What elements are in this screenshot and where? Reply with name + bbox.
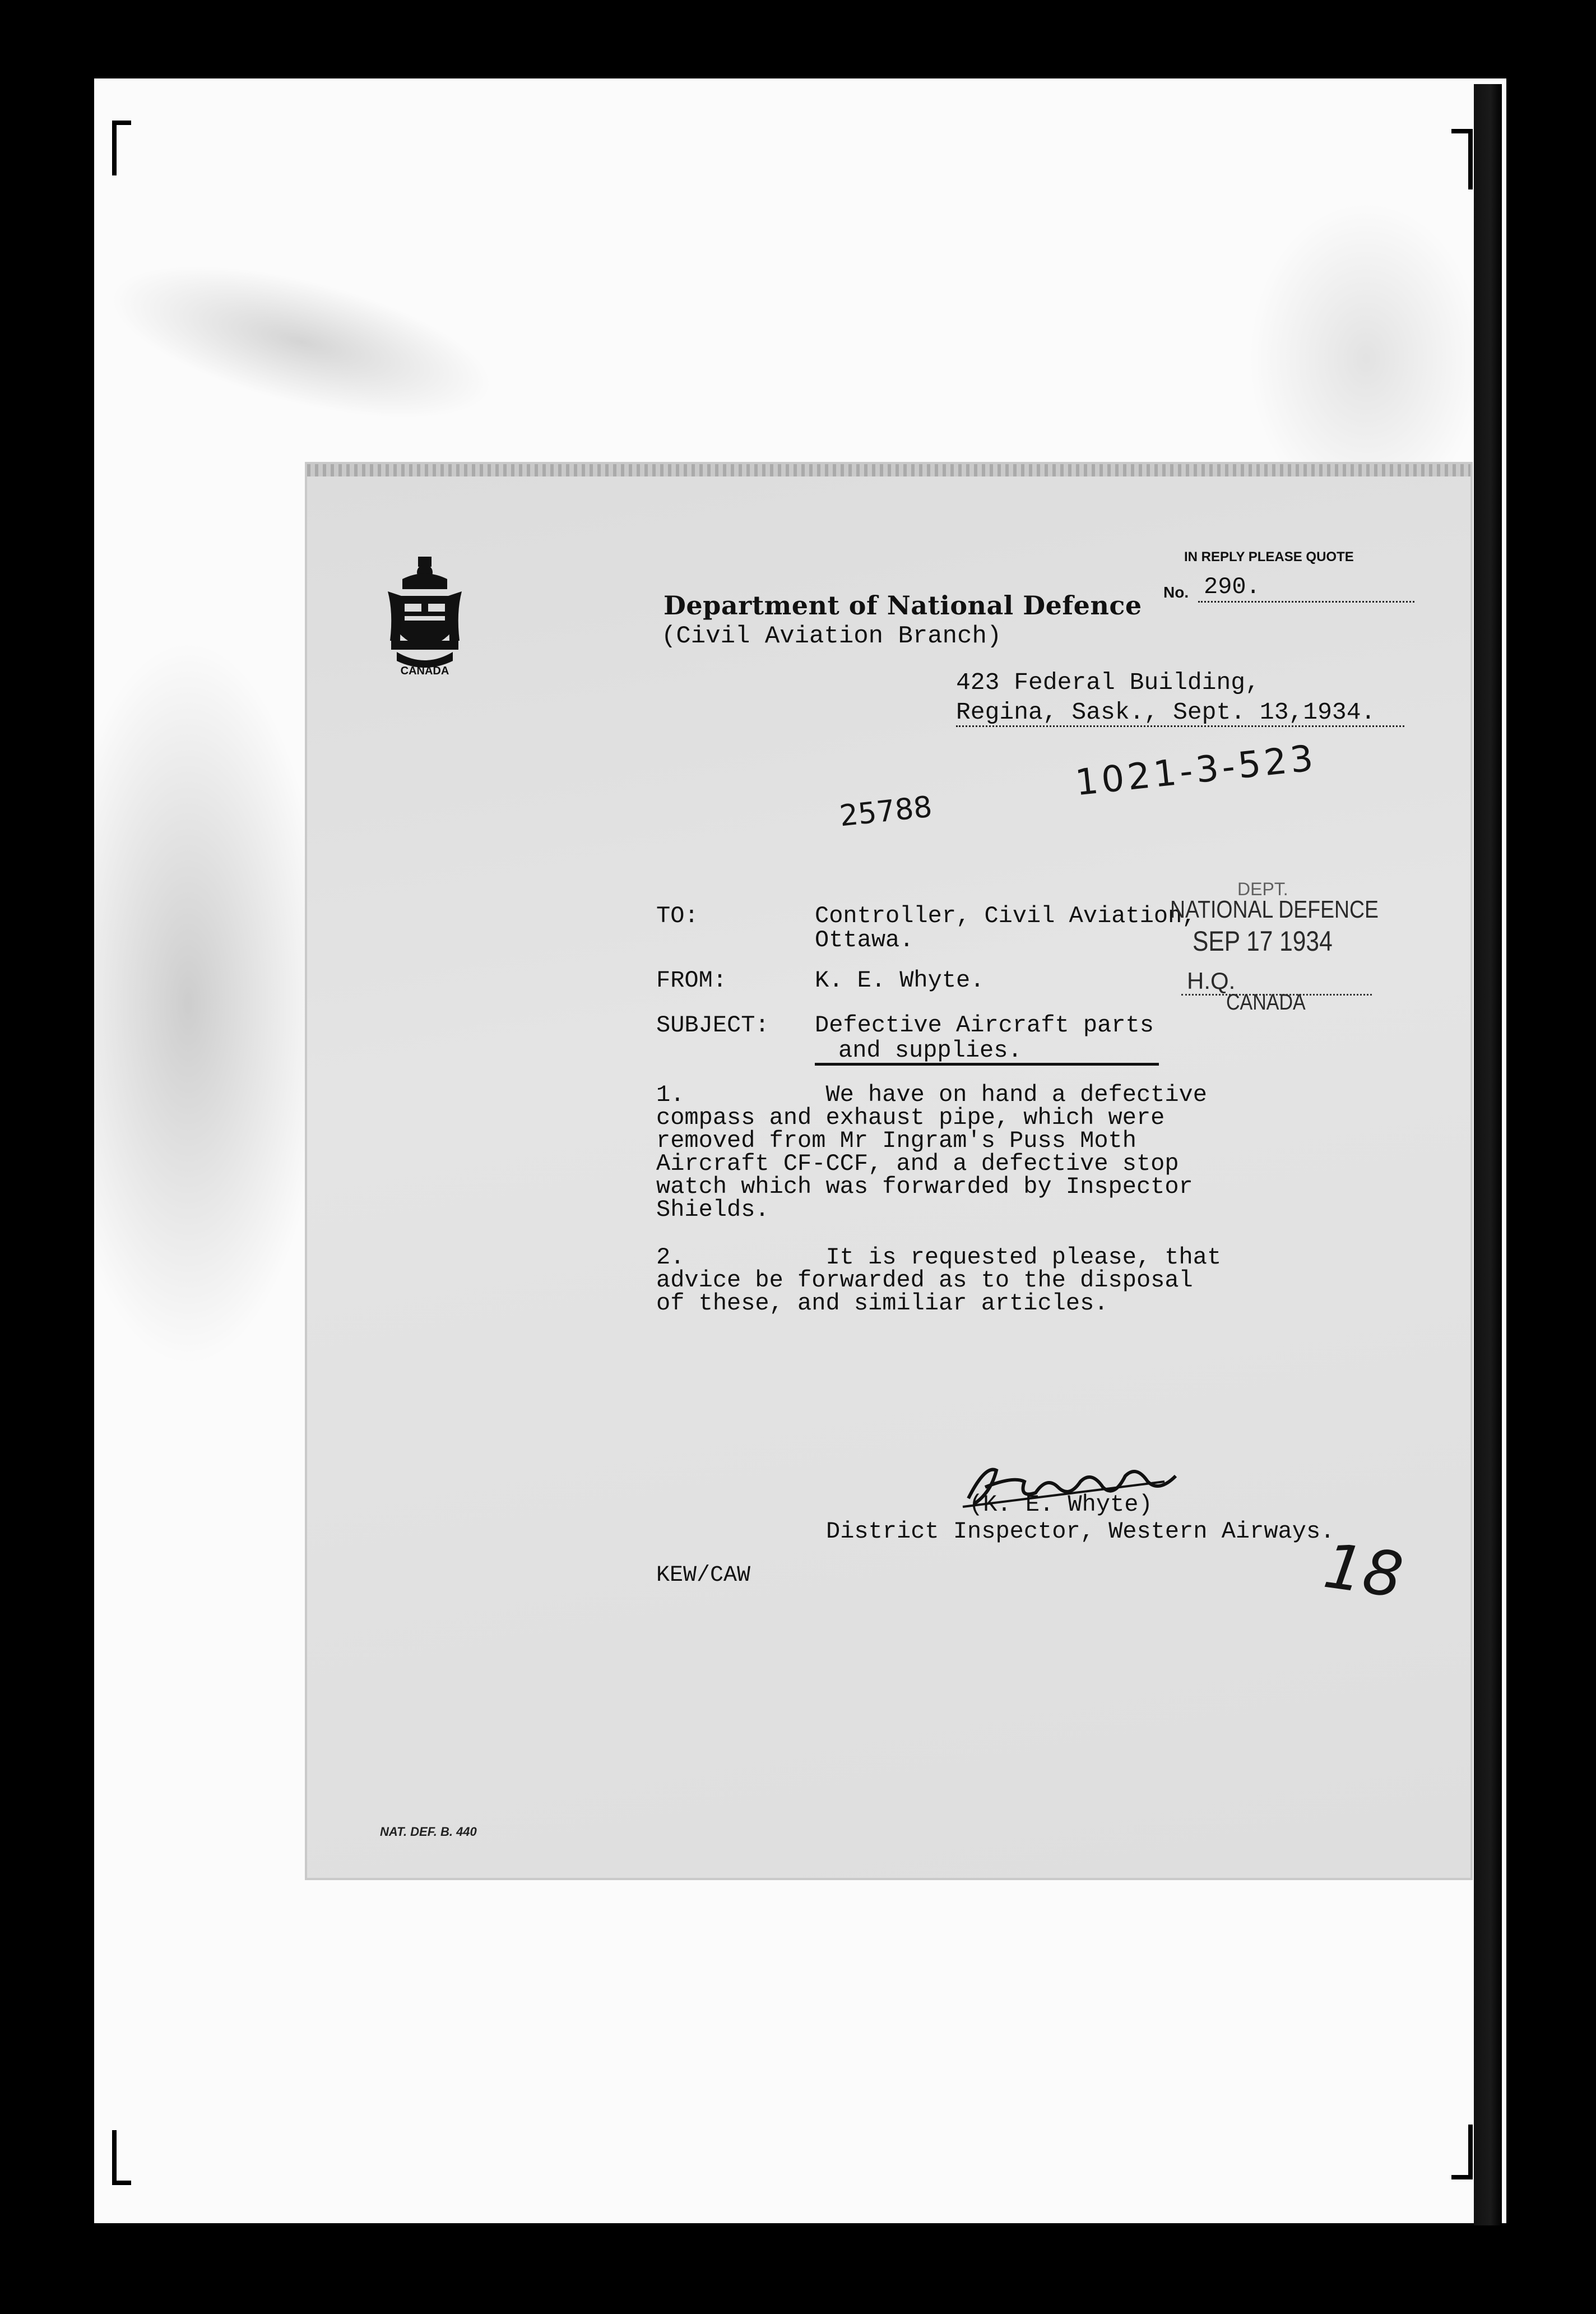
- stamp-country: CANADA: [1226, 990, 1306, 1015]
- address-date-line: Regina, Sask., Sept. 13,1934.: [956, 698, 1376, 726]
- body-line: advice be forwarded as to the disposal: [656, 1267, 1193, 1294]
- form-number: NAT. DEF. B. 440: [380, 1825, 477, 1839]
- smudge-mark: [96, 235, 507, 450]
- body-line: removed from Mr Ingram's Puss Moth: [656, 1127, 1136, 1154]
- body-line: Shields.: [656, 1196, 769, 1223]
- reply-number-label: No.: [1163, 584, 1189, 601]
- canada-crest-icon: [386, 557, 464, 674]
- dotted-rule: [1198, 601, 1414, 603]
- department-branch: (Civil Aviation Branch): [661, 622, 1002, 650]
- from-value: K. E. Whyte.: [815, 967, 985, 994]
- dotted-rule: [956, 725, 1404, 727]
- stamp-hq: H.Q.: [1187, 968, 1236, 994]
- subject-label: SUBJECT:: [656, 1012, 769, 1039]
- reply-quote-label: IN REPLY PLEASE QUOTE: [1184, 549, 1354, 564]
- body-line: 1. We have on hand a defective: [656, 1081, 1207, 1108]
- body-line: 2. It is requested please, that: [656, 1244, 1222, 1271]
- smudge-mark: [94, 639, 330, 1368]
- stamp-dept: DEPT.: [1237, 879, 1288, 899]
- typist-initials: KEW/CAW: [656, 1563, 751, 1588]
- crop-mark-bottom-left: [112, 2130, 131, 2185]
- subject-underline: [815, 1063, 1159, 1066]
- crop-mark-bottom-right: [1451, 2125, 1473, 2179]
- crest-caption: CANADA: [400, 665, 449, 677]
- body-line: of these, and similiar articles.: [656, 1290, 1108, 1317]
- signatory-title: District Inspector, Western Airways.: [826, 1518, 1335, 1545]
- film-edge: [1474, 84, 1502, 2225]
- to-value-city: Ottawa.: [815, 927, 914, 954]
- to-label: TO:: [656, 903, 699, 929]
- from-label: FROM:: [656, 967, 727, 994]
- address-line-1: 423 Federal Building,: [956, 669, 1260, 696]
- stamp-date: SEP 17 1934: [1193, 925, 1333, 957]
- crop-mark-top-right: [1451, 129, 1473, 189]
- department-title: Department of National Defence: [664, 590, 1142, 621]
- handwritten-mark: 18: [1319, 1529, 1408, 1612]
- handwritten-registry-number: 25788: [838, 790, 934, 834]
- subject-value-cont: and supplies.: [838, 1037, 1022, 1064]
- body-line: Aircraft CF-CCF, and a defective stop: [656, 1150, 1179, 1177]
- handwritten-file-number: 1021-3-523: [1073, 737, 1319, 804]
- received-date-stamp: [1170, 879, 1405, 1036]
- reply-number-value: 290.: [1204, 573, 1260, 600]
- body-line: watch which was forwarded by Inspector: [656, 1173, 1193, 1200]
- subject-value: Defective Aircraft parts: [815, 1012, 1154, 1039]
- signatory-name: (K. E. Whyte): [969, 1491, 1153, 1518]
- body-paragraph-1: [656, 1081, 1273, 1223]
- body-paragraph-2: [656, 1246, 1273, 1315]
- body-line: compass and exhaust pipe, which were: [656, 1104, 1165, 1131]
- stamp-department: NATIONAL DEFENCE: [1170, 896, 1379, 923]
- to-value: Controller, Civil Aviation,: [815, 903, 1196, 929]
- letter-sheet: [307, 464, 1470, 1878]
- crop-mark-top-left: [112, 121, 131, 175]
